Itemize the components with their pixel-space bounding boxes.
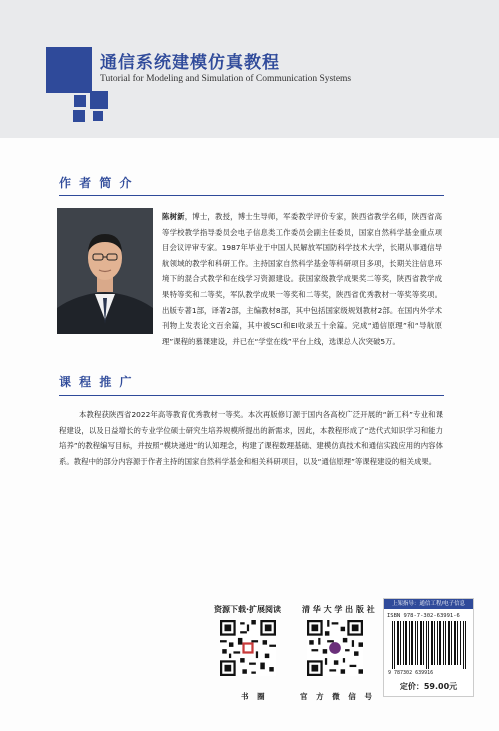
promo-heading: 课 程 推 广 (59, 375, 134, 389)
qr-code-shuquan (220, 620, 276, 676)
isbn-text: ISBN 978-7-302-63991-6 (387, 613, 460, 619)
barcode-panel (383, 598, 474, 697)
qr-right-heading: 清 华 大 学 出 版 社 (302, 605, 375, 614)
promo-divider (59, 395, 444, 396)
author-divider (59, 195, 444, 196)
author-heading: 作 者 简 介 (59, 176, 134, 190)
logo-square-small (73, 110, 85, 122)
author-bio-text: ，博士，教授，博士生导师，军委教学评价专家，陕西省教学名师，陕西省高等学校教学指导委员会电子信息类工作委员会副主任委员，国家自然科学基金重点项目会议评审专家。1987年毕业于中国人民解放军国防科学技术大学，长期从事通信导航领域的教学和科研工作。主持国家自然科学基金等科研项目多项，长期关注信息环境下的混合式教学和在线学习资源建设。获国家级教学成果奖二等奖，陕西省教学成果特等奖和二等奖，军队教学成果一等奖和二等奖，陕西省优秀教材一等奖等奖项。出版专著1部，译著2部，主编教材8部，其中包括国家级规划教材2部。在国内外学术刊物上发表论文百余篇，其中被SCI和EI收录五十余篇。完成“通信原理”和“导航原理”课程的慕课建设，并已在“学堂在线”平台上线，选课总人次突破5万。 (162, 212, 442, 346)
qr-right-caption: 官 方 微 信 号 (300, 692, 375, 701)
category-label: 上架指导：通信工程/电子信息 (384, 599, 473, 609)
price-label: 定价：59.00元 (399, 682, 458, 691)
logo-square-small (93, 111, 103, 121)
author-photo (57, 208, 153, 334)
promo-text: 本教程获陕西省2022年高等教育优秀教材一等奖。本次再版修订源于国内各高校广泛开展的“新工科”专业和课程建设，以及日益增长的专业学位硕士研究生培养规模所提出的新需求，因此，本教程形成了“迭代式知识学习和能力培养”的教程编写目标，并按照“模块递进”的认知理念，构建了课程数理基础、建模仿真技术和通信实践应用的内容体系。教程中的部分内容源于作者主持的国家自然科学基金和相关科研项目，以及“通信原理”等课程建设的相关成果。 (59, 410, 443, 466)
book-subtitle: Tutorial for Modeling and Simulation of Communication Systems (100, 74, 352, 84)
barcode-number: 9 787302 639916 (388, 670, 434, 676)
qr-left-caption: 书 圈 (241, 692, 268, 701)
logo-square-small (90, 91, 108, 109)
author-bio (162, 209, 442, 349)
barcode-icon (390, 621, 468, 669)
logo-square-large (46, 47, 92, 93)
qr-left-heading: 资源下载·扩展阅读 (214, 605, 282, 614)
logo-square-small (74, 95, 86, 107)
qr-code-wechat (307, 620, 363, 676)
book-title: 通信系统建模仿真教程 (100, 53, 280, 73)
author-name: 陈树新 (162, 212, 185, 221)
